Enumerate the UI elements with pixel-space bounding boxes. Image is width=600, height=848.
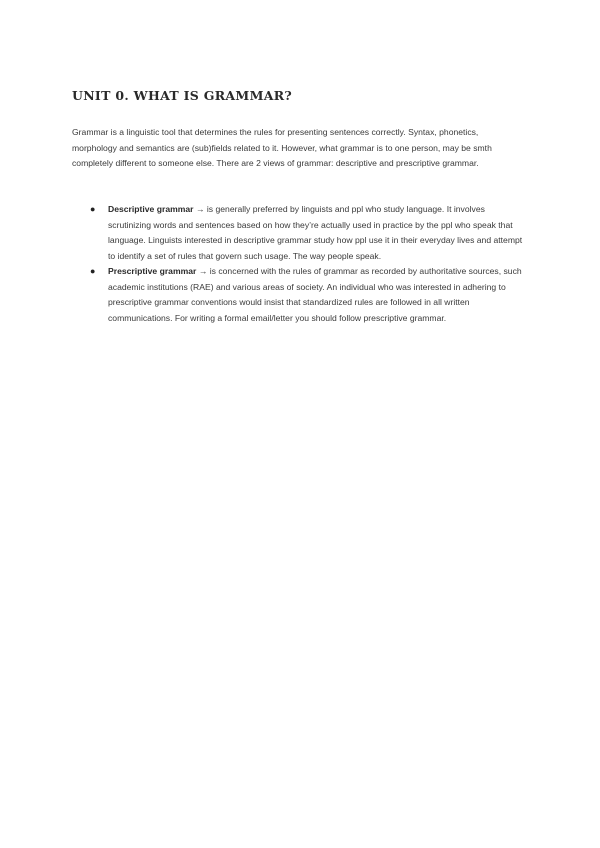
bullet-icon: ● [90, 266, 96, 276]
bullet-icon: ● [90, 204, 96, 214]
bullet-list [72, 202, 528, 326]
definition-text: is generally preferred by linguists and ppl who study language. It involves scrutinizing words and sentences based on how they’re actually used in practice by the ppl who speak that language. Linguists interested in descriptive grammar study how ppl use it in their everyday lives and attempt to identify a set of rules that govern such usage. The way people speak. [108, 204, 523, 261]
page-title: UNIT 0. WHAT IS GRAMMAR? [72, 88, 293, 103]
list-item [72, 202, 528, 264]
intro-paragraph: Grammar is a linguistic tool that determines the rules for presenting sentences correctly. Syntax, phonetics, morphology and semantics are (sub)fields related to it. However, what grammar is to one person, may be smth completely different to someone else. There are 2 views of grammar: descriptive and prescriptive grammar. [72, 127, 492, 168]
term-label: Prescriptive grammar [108, 266, 197, 276]
list-item [72, 264, 528, 326]
arrow-icon: → [193, 204, 207, 214]
arrow-icon: → [196, 266, 210, 276]
definition-text: is concerned with the rules of grammar as recorded by authoritative sources, such academic institutions (RAE) and various areas of society. An individual who was interested in adhering to prescriptive grammar conventions would insist that standardized rules are followed in all written communications. For writing a formal email/letter you should follow prescriptive grammar. [108, 266, 522, 323]
term-label: Descriptive grammar [108, 204, 194, 214]
